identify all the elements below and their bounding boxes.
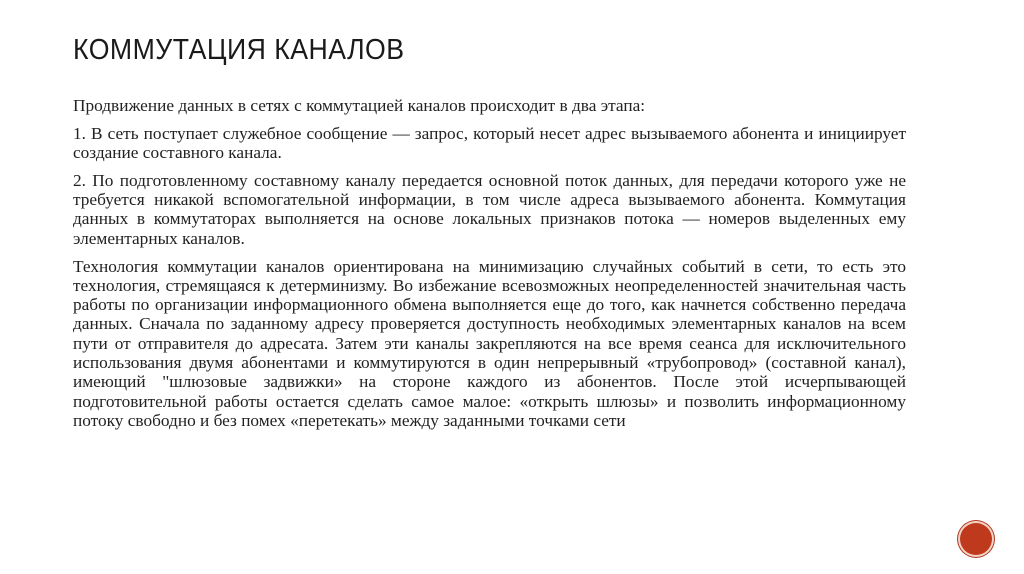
slide-title: КОММУТАЦИЯ КАНАЛОВ bbox=[73, 34, 405, 66]
technology-paragraph: Технология коммутации каналов ориентирована на минимизацию случайных событий в сети, то есть это технология, стремящаяся к детерминизму. Во избежание всевозможных неопределенностей значительная часть работы по организации информационного обмена выполняется еще до того, как начнется собственно передача данных. Сначала по заданному адресу проверяется доступность необходимых элементарных каналов на всем пути от отправителя до адресата. Затем эти каналы закрепляются на все время сеанса для исключительного использования двумя абонентами и коммутируются в один непрерывный «трубопровод» (составной канал), имеющий "шлюзовые задвижки» на стороне каждого из абонентов. После этой исчерпывающей подготовительной работы остается сделать самое малое: «открыть шлюзы» и позволить информационному потоку свободно и без помех «перетекать» между заданными точками сети bbox=[73, 256, 906, 430]
slide-body bbox=[73, 96, 906, 439]
step-2-paragraph: 2. По подготовленному составному каналу передается основной поток данных, для передачи которого уже не требуется никакой вспомогательной информации, в том числе адреса вызываемого абонента. Коммутация данных в коммутаторах выполняется на основе локальных признаков потока — номеров выделенных ему элементарных каналов. bbox=[73, 170, 906, 248]
slide-nav-button[interactable] bbox=[958, 521, 994, 557]
intro-paragraph: Продвижение данных в сетях с коммутацией каналов происходит в два этапа: bbox=[73, 96, 646, 115]
step-1-paragraph: 1. В сеть поступает служебное сообщение — запрос, который несет адрес вызываемого абонента и инициирует создание составного канала. bbox=[73, 123, 906, 163]
